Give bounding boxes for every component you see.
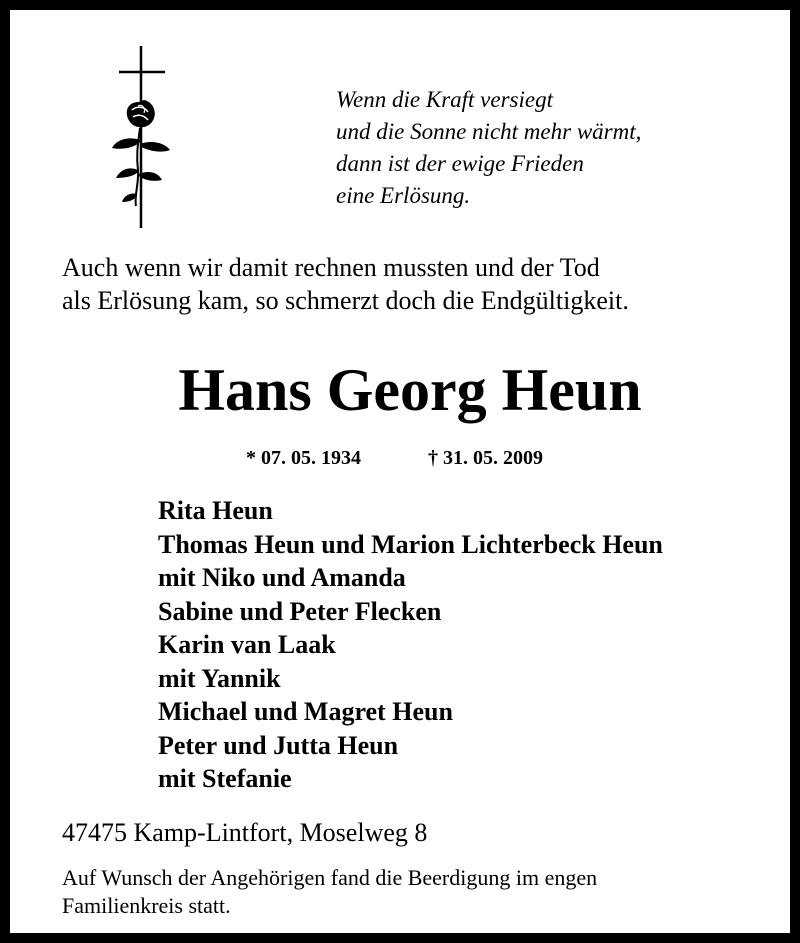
death-date: † 31. 05. 2009 <box>428 447 543 469</box>
mourner-line: Rita Heun <box>158 496 273 525</box>
poem-line: Wenn die Kraft versiegt <box>336 87 553 112</box>
note-line: Familienkreis statt. <box>62 893 231 918</box>
note-line: Auf Wunsch der Angehörigen fand die Beerdigung im engen <box>62 865 598 890</box>
mourner-line: Michael und Magret Heun <box>158 697 453 726</box>
mourner-line: Peter und Jutta Heun <box>158 730 399 760</box>
birth-date: * 07. 05. 1934 <box>246 447 361 469</box>
intro-text <box>62 251 782 317</box>
intro-line: Auch wenn wir damit rechnen mussten und der Tod <box>62 253 600 282</box>
mourner-line: Sabine und Peter Flecken <box>158 596 442 626</box>
mourner-line: mit Yannik <box>158 663 281 693</box>
poem-line: und die Sonne nicht mehr wärmt, <box>336 119 642 144</box>
poem <box>336 84 766 212</box>
poem-line: eine Erlösung. <box>336 183 471 208</box>
mourner-line: mit Stefanie <box>158 764 292 793</box>
funeral-note <box>62 864 782 920</box>
deceased-name: Hans Georg Heun <box>178 357 642 423</box>
mourner-line: mit Niko und Amanda <box>158 563 406 592</box>
mourner-line: Thomas Heun und Marion Lichterbeck Heun <box>158 529 663 559</box>
mourner-line: Karin van Laak <box>158 630 336 659</box>
poem-line: dann ist der ewige Frieden <box>336 151 584 176</box>
mourners-list <box>158 494 788 796</box>
intro-line: als Erlösung kam, so schmerzt doch die Endgültigkeit. <box>62 286 629 315</box>
cross-with-rose-icon <box>106 44 176 230</box>
address: 47475 Kamp-Lintfort, Moselweg 8 <box>62 818 428 847</box>
